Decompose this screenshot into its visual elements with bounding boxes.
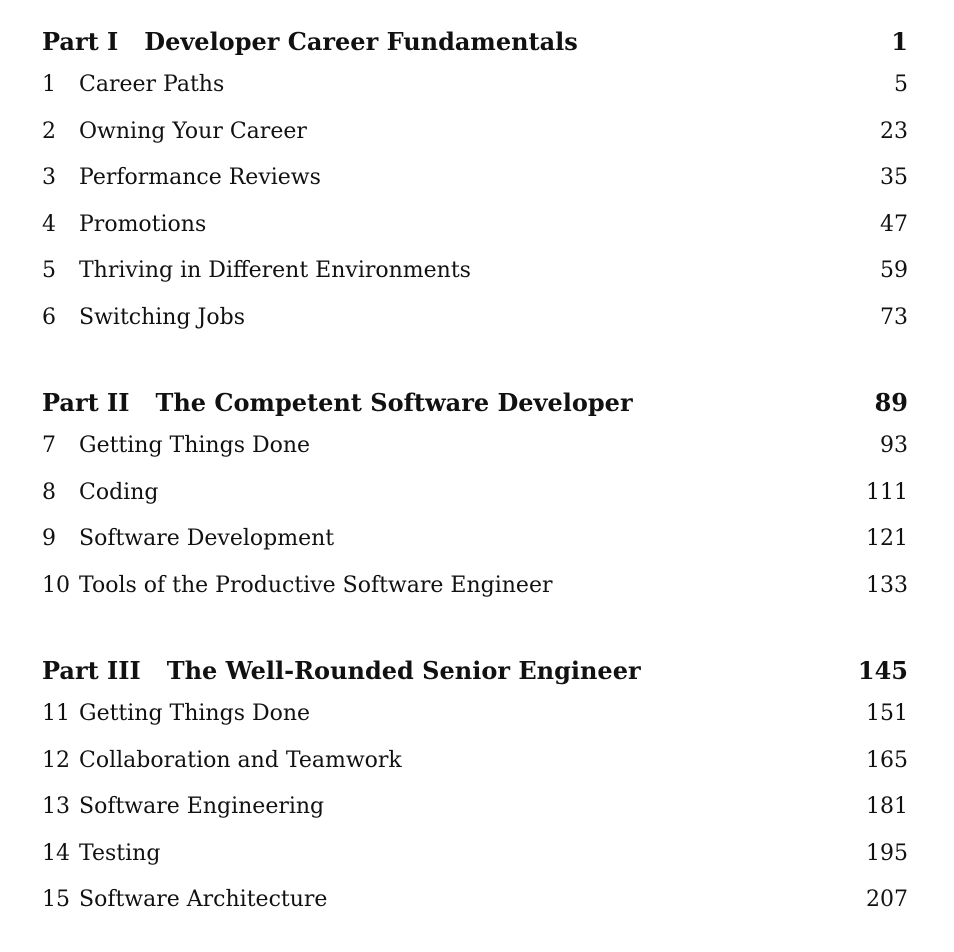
- chapter-title: Performance Reviews: [79, 165, 321, 190]
- chapter-entry[interactable]: [42, 691, 908, 738]
- chapter-page-number: 121: [866, 526, 908, 551]
- chapter-page-number: 111: [866, 479, 908, 505]
- chapter-page-number: 93: [880, 433, 908, 458]
- chapter-entry[interactable]: [42, 831, 908, 878]
- chapter-number: 6: [42, 304, 56, 330]
- chapter-entry[interactable]: [42, 62, 908, 109]
- chapter-number: 2: [42, 118, 56, 144]
- chapter-page-number: 181: [866, 794, 908, 819]
- chapter-number: 8: [42, 479, 56, 505]
- chapter-title: Tools of the Productive Software Engineer: [79, 572, 553, 598]
- chapter-page-number: 73: [880, 304, 908, 330]
- part-heading[interactable]: [42, 383, 908, 423]
- part-heading[interactable]: [42, 22, 908, 62]
- chapter-number: 14: [42, 840, 70, 866]
- chapter-number: 9: [42, 526, 56, 551]
- chapter-entry[interactable]: [42, 516, 908, 563]
- chapter-number: 15: [42, 887, 70, 912]
- chapter-title: Coding: [79, 479, 159, 505]
- chapter-entry[interactable]: [42, 563, 908, 610]
- chapter-title: Career Paths: [79, 72, 225, 97]
- chapter-number: 5: [42, 258, 56, 283]
- chapter-entry[interactable]: [42, 202, 908, 249]
- chapter-title: Software Engineering: [79, 794, 325, 819]
- chapter-number: 3: [42, 165, 56, 190]
- chapter-number: 4: [42, 211, 56, 237]
- chapter-entry[interactable]: [42, 109, 908, 156]
- part-page-number: 145: [857, 656, 908, 685]
- chapter-page-number: 35: [880, 165, 908, 190]
- chapter-number: 10: [42, 572, 70, 598]
- chapter-title: Collaboration and Teamwork: [79, 747, 402, 773]
- chapter-number: 7: [42, 433, 56, 458]
- chapter-title: Owning Your Career: [79, 118, 307, 144]
- chapter-title: Getting Things Done: [79, 701, 311, 726]
- chapter-entry[interactable]: [42, 248, 908, 295]
- part-page-number: 1: [891, 27, 908, 56]
- part-section: [42, 22, 908, 341]
- chapter-page-number: 23: [880, 118, 908, 144]
- chapter-page-number: 151: [866, 701, 908, 726]
- part-title: The Well-Rounded Senior Engineer: [166, 656, 641, 685]
- chapter-page-number: 165: [866, 747, 908, 773]
- chapter-title: Software Architecture: [79, 887, 328, 912]
- chapter-number: 12: [42, 747, 70, 773]
- chapter-entry[interactable]: [42, 738, 908, 785]
- chapter-entry[interactable]: [42, 784, 908, 831]
- part-title: Developer Career Fundamentals: [144, 27, 578, 56]
- chapter-page-number: 5: [894, 72, 908, 97]
- chapter-entry[interactable]: [42, 295, 908, 342]
- part-label: Part III: [42, 656, 141, 685]
- chapter-title: Getting Things Done: [79, 433, 311, 458]
- chapter-number: 1: [42, 72, 56, 97]
- part-label: Part II: [42, 388, 130, 417]
- part-section: [42, 383, 908, 609]
- chapter-page-number: 47: [880, 211, 908, 237]
- chapter-page-number: 59: [880, 258, 908, 283]
- chapter-page-number: 133: [866, 572, 908, 598]
- chapter-entry[interactable]: [42, 155, 908, 202]
- chapter-title: Software Development: [79, 526, 335, 551]
- chapter-page-number: 195: [866, 840, 908, 866]
- table-of-contents: [42, 22, 908, 924]
- part-page-number: 89: [874, 388, 908, 417]
- chapter-number: 11: [42, 701, 70, 726]
- part-heading[interactable]: [42, 651, 908, 691]
- chapter-entry[interactable]: [42, 470, 908, 517]
- chapter-page-number: 207: [866, 887, 908, 912]
- chapter-title: Thriving in Different Environments: [79, 258, 471, 283]
- chapter-title: Testing: [79, 840, 161, 866]
- part-section: [42, 651, 908, 924]
- chapter-entry[interactable]: [42, 877, 908, 924]
- chapter-title: Switching Jobs: [79, 304, 245, 330]
- part-title: The Competent Software Developer: [155, 388, 633, 417]
- part-label: Part I: [42, 27, 119, 56]
- chapter-entry[interactable]: [42, 423, 908, 470]
- chapter-number: 13: [42, 794, 70, 819]
- chapter-title: Promotions: [79, 211, 207, 237]
